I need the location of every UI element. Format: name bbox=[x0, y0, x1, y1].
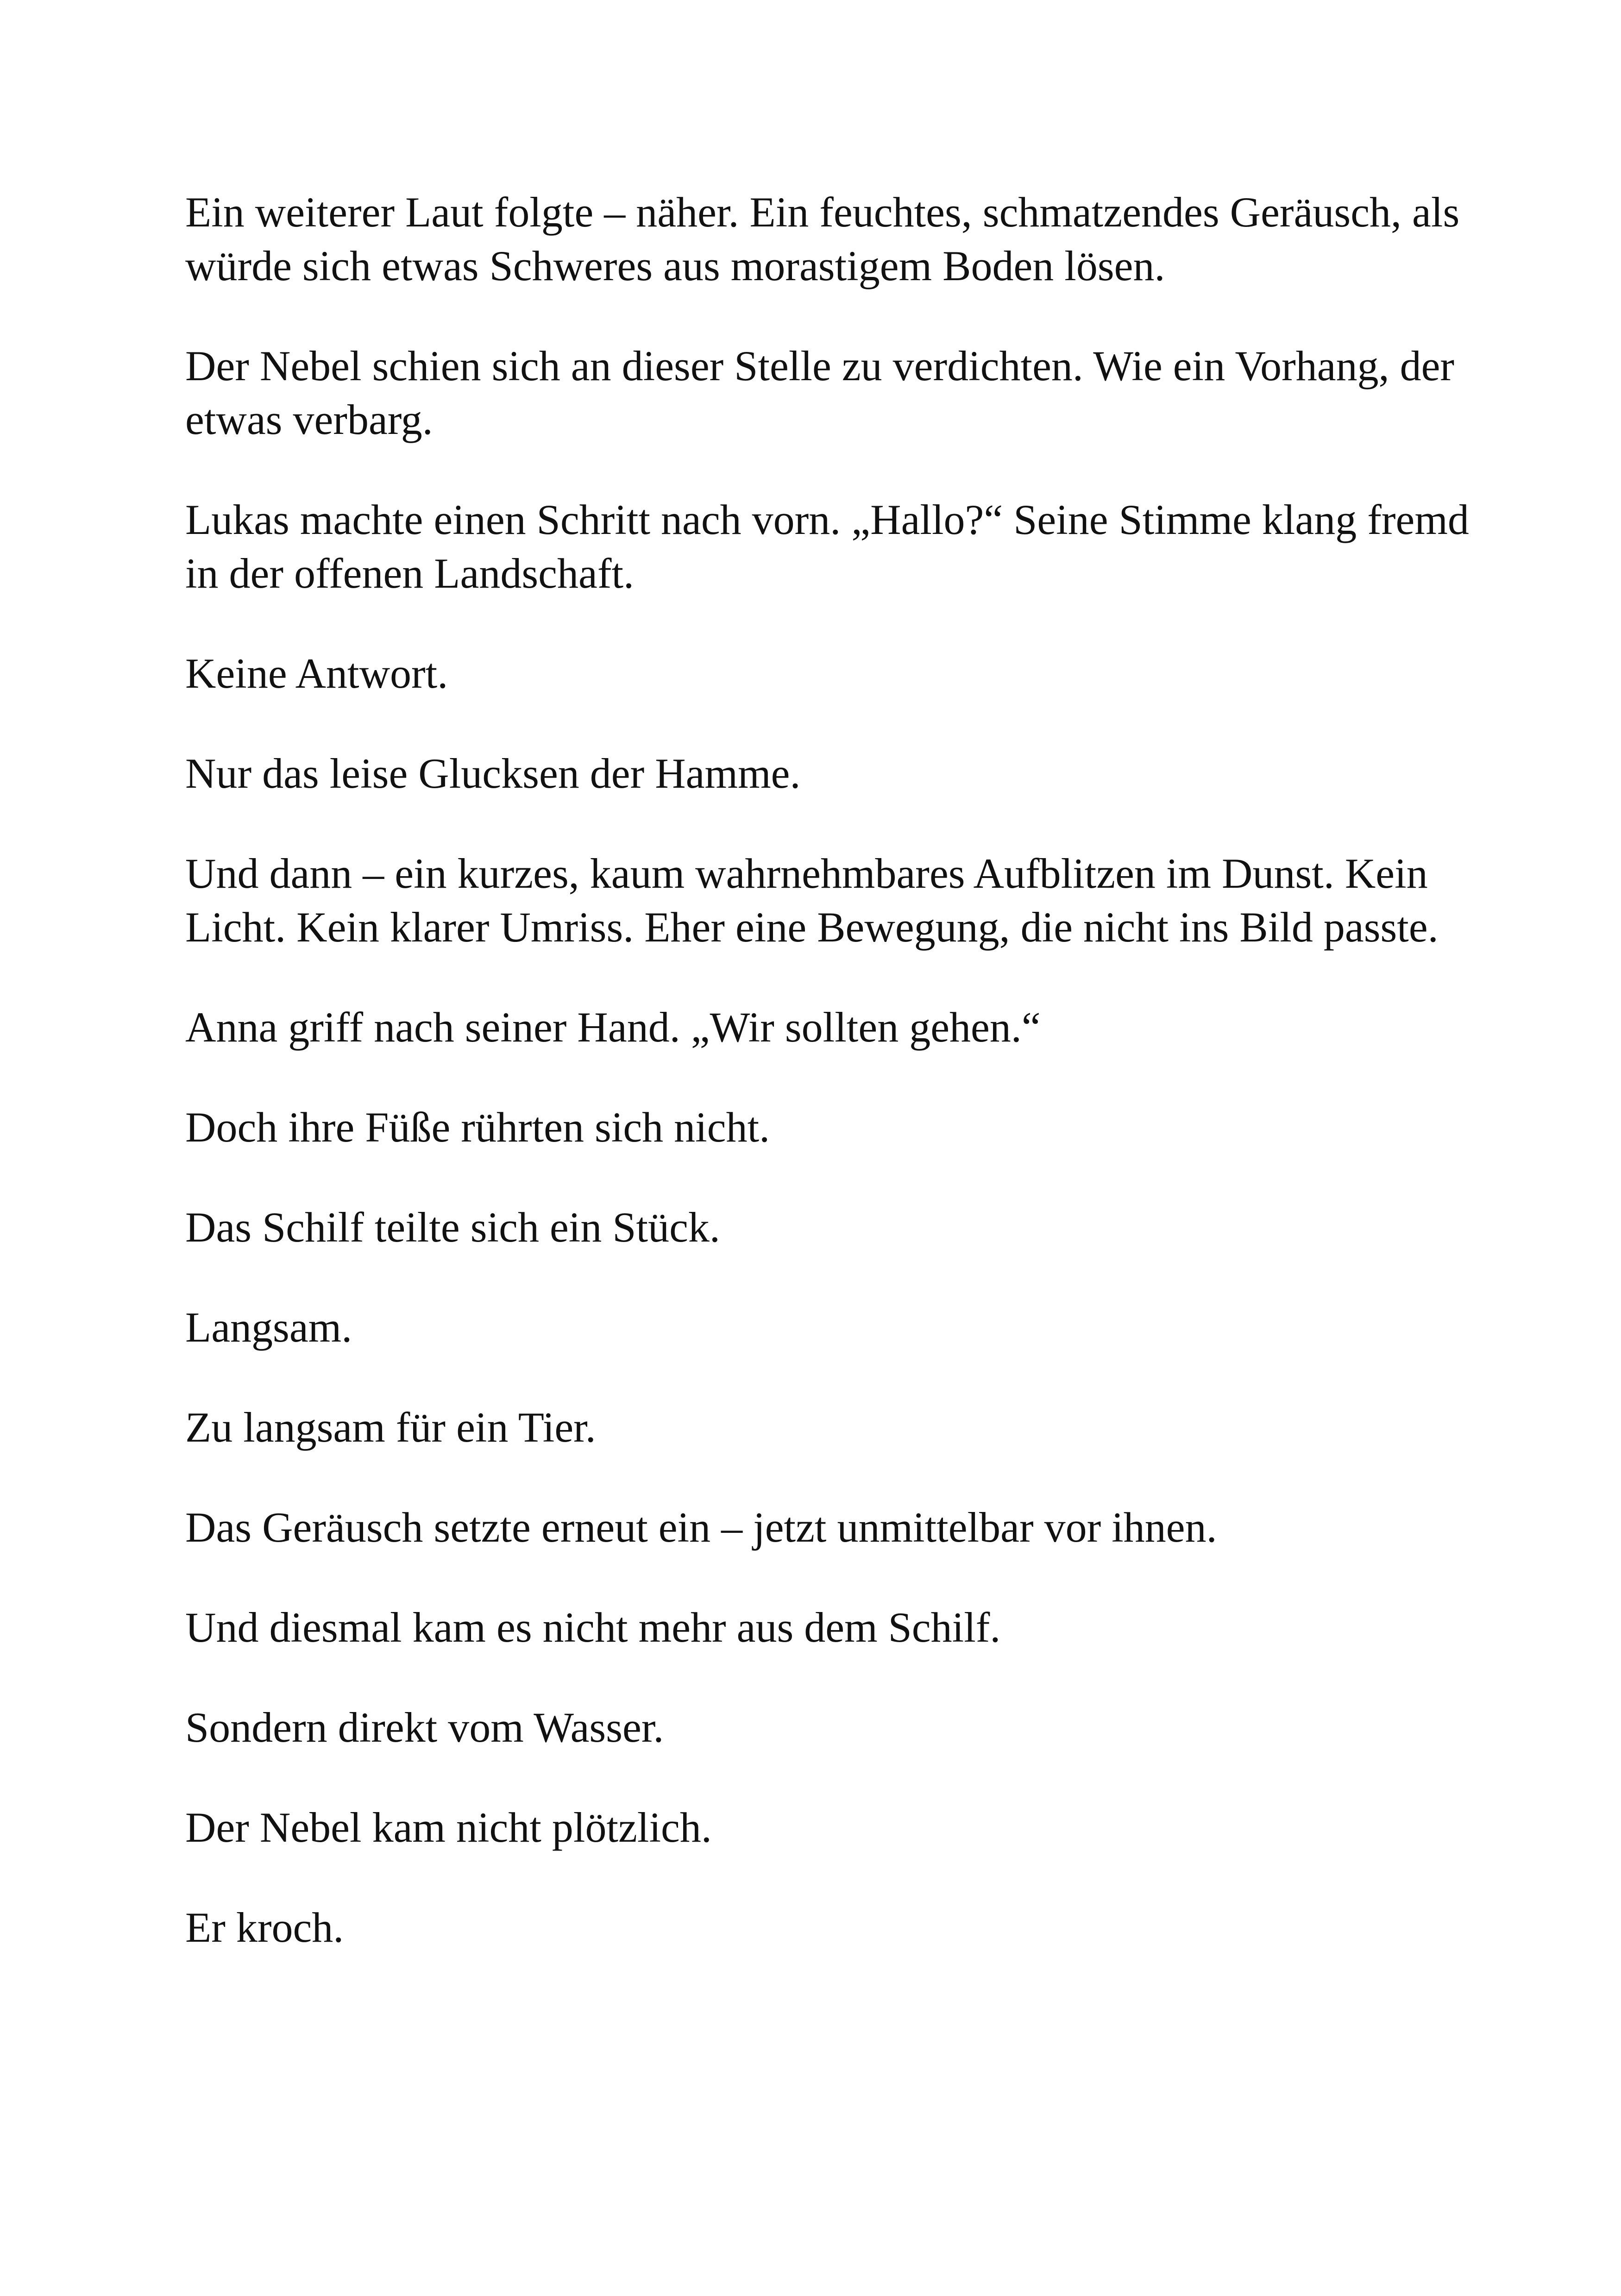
paragraph: Anna griff nach seiner Hand. „Wir sollten gehen.“ bbox=[185, 1004, 1041, 1051]
paragraph: Der Nebel kam nicht plötzlich. bbox=[185, 1804, 712, 1851]
paragraph: Das Geräusch setzte erneut ein – jetzt unmittelbar vor ihnen. bbox=[185, 1504, 1217, 1551]
paragraph: Und diesmal kam es nicht mehr aus dem Schilf. bbox=[185, 1604, 1001, 1651]
paragraph: Lukas machte einen Schritt nach vorn. „Hallo?“ Seine Stimme klang fremd in der offenen Landschaft. bbox=[185, 496, 1469, 597]
paragraph: Das Schilf teilte sich ein Stück. bbox=[185, 1204, 720, 1251]
paragraph: Der Nebel schien sich an dieser Stelle zu verdichten. Wie ein Vorhang, der etwas verbarg. bbox=[185, 342, 1455, 443]
paragraph: Zu langsam für ein Tier. bbox=[185, 1404, 596, 1451]
paragraph: Doch ihre Füße rührten sich nicht. bbox=[185, 1104, 770, 1151]
paragraph: Und dann – ein kurzes, kaum wahrnehmbares Aufblitzen im Dunst. Kein Licht. Kein klarer Umriss. Eher eine Bewegung, die nicht ins Bild passte. bbox=[185, 850, 1439, 951]
paragraph: Langsam. bbox=[185, 1304, 352, 1351]
paragraph: Keine Antwort. bbox=[185, 650, 448, 697]
paragraph: Er kroch. bbox=[185, 1904, 344, 1951]
paragraph: Sondern direkt vom Wasser. bbox=[185, 1704, 664, 1751]
paragraph: Nur das leise Glucksen der Hamme. bbox=[185, 750, 801, 797]
paragraph: Ein weiterer Laut folgte – näher. Ein feuchtes, schmatzendes Geräusch, als würde sich etwas Schweres aus morastigem Boden lösen. bbox=[185, 188, 1460, 289]
document-body bbox=[185, 185, 1482, 2001]
